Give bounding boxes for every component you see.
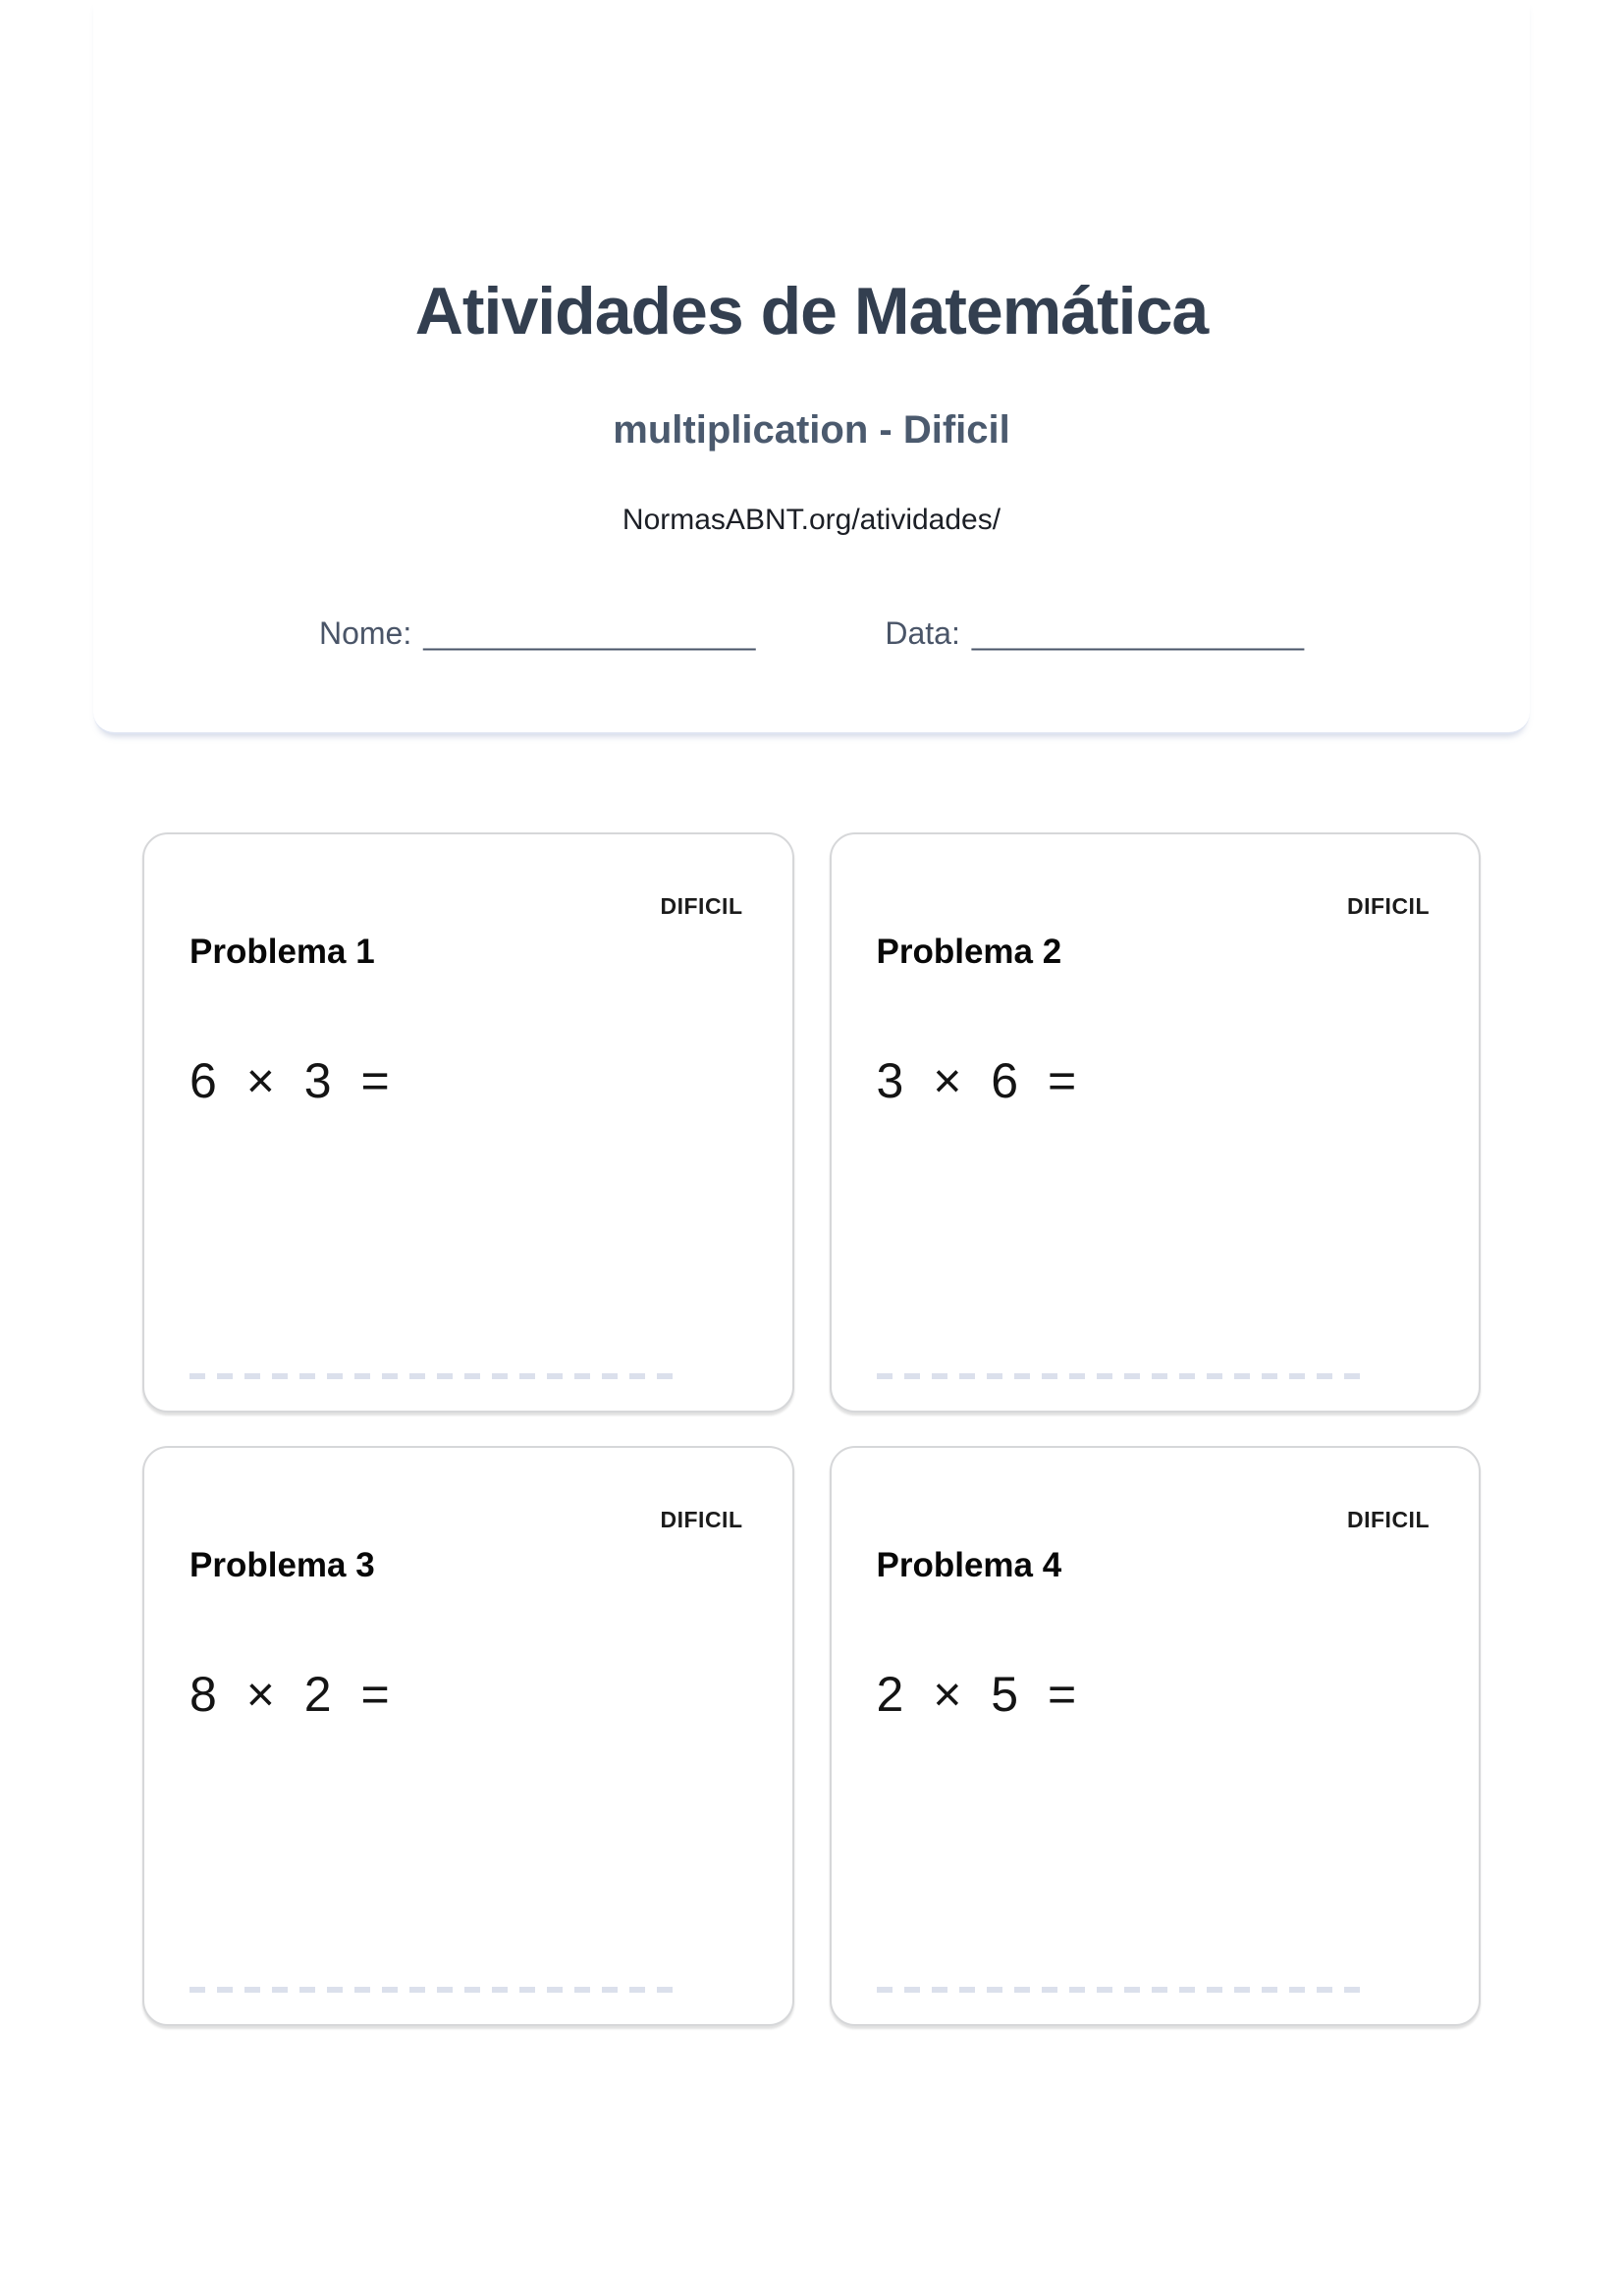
problem-card-4 [830, 1446, 1482, 2026]
problem-equation: 6 × 3 = [189, 1053, 390, 1108]
problem-equation: 3 × 6 = [876, 1053, 1077, 1108]
problem-title: Problema 4 [876, 1546, 1062, 1584]
site-url: NormasABNT.org/atividades/ [622, 504, 1001, 536]
difficulty-badge: DIFICIL [1347, 893, 1430, 919]
problems-grid [142, 832, 1481, 2026]
problem-equation: 8 × 2 = [189, 1667, 390, 1722]
answer-dashed-line [189, 1373, 681, 1379]
difficulty-badge: DIFICIL [1347, 1507, 1430, 1532]
answer-dashed-line [877, 1373, 1369, 1379]
difficulty-badge: DIFICIL [660, 1507, 743, 1532]
name-blank-line: ___________________ [423, 615, 756, 651]
problem-card-1 [142, 832, 794, 1413]
date-blank-line: ___________________ [971, 615, 1304, 651]
problem-title: Problema 1 [189, 933, 375, 971]
difficulty-badge: DIFICIL [660, 893, 743, 919]
problem-title: Problema 2 [876, 933, 1062, 971]
problem-card-2 [830, 832, 1482, 1413]
date-field [885, 615, 1304, 652]
page-subtitle: multiplication - Dificil [613, 408, 1010, 452]
problem-card-3 [142, 1446, 794, 2026]
page-title: Atividades de Matemática [414, 274, 1209, 348]
name-label: Nome: [318, 615, 412, 651]
problem-equation: 2 × 5 = [876, 1667, 1077, 1722]
name-field [319, 615, 755, 652]
problem-title: Problema 3 [189, 1546, 375, 1584]
answer-dashed-line [877, 1987, 1369, 1993]
answer-dashed-line [189, 1987, 681, 1993]
worksheet-header [93, 0, 1530, 734]
name-date-row [113, 615, 1510, 652]
date-label: Data: [885, 615, 960, 651]
